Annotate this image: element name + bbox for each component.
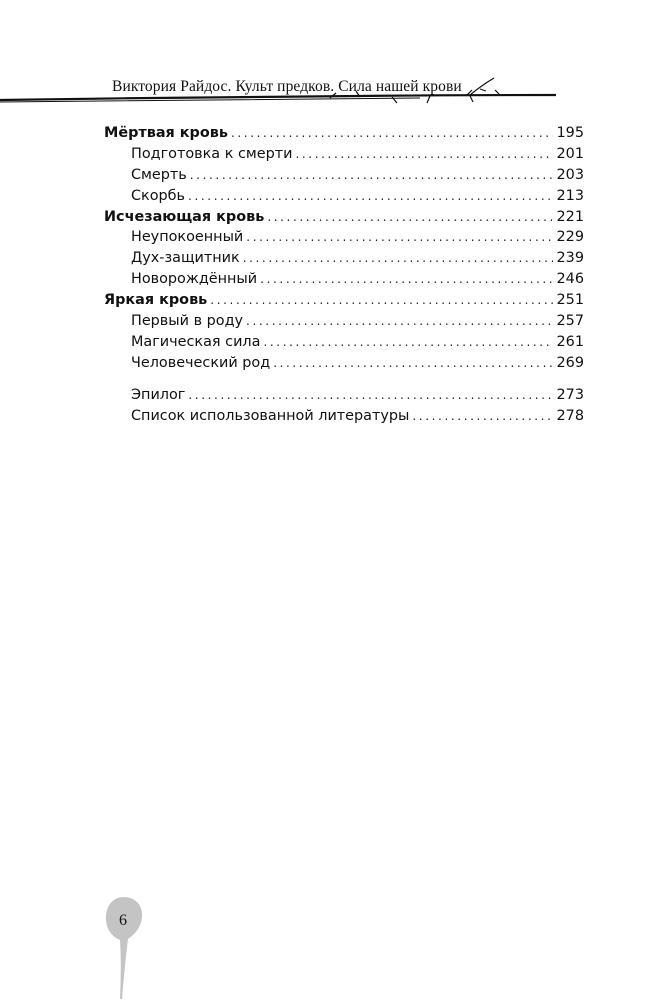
toc-entry-title: Человеческий род — [131, 354, 271, 371]
toc-entry[interactable] — [104, 165, 584, 186]
toc-leader-dots — [295, 144, 552, 165]
toc-entry-page: 273 — [556, 386, 584, 403]
running-title: Виктория Райдос. Культ предков. Сила нашей крови — [112, 78, 462, 95]
toc-leader-dots — [246, 311, 552, 332]
toc-entry-title: Магическая сила — [131, 333, 261, 350]
toc-entry[interactable] — [104, 332, 584, 353]
toc-entry-title: Подготовка к смерти — [131, 145, 293, 162]
toc-entry-title: Новорождённый — [131, 271, 258, 288]
header-decorative-rule — [0, 76, 659, 106]
toc-entry-page: 251 — [556, 292, 584, 309]
toc-leader-dots — [188, 186, 552, 207]
toc-entry[interactable] — [104, 248, 584, 269]
toc-entry[interactable] — [104, 311, 584, 332]
page-number: 6 — [119, 912, 127, 929]
toc-entry-page: 257 — [556, 313, 584, 330]
toc-entry-page: 195 — [556, 125, 584, 141]
toc-entry-title: Мёртвая кровь — [104, 125, 228, 141]
table-of-contents — [104, 123, 584, 426]
toc-entry-page: 213 — [556, 187, 584, 204]
toc-entry-page: 278 — [556, 407, 584, 424]
toc-entry[interactable] — [104, 269, 584, 290]
toc-entry-title: Список использованной литературы — [131, 407, 410, 424]
toc-leader-dots — [231, 123, 553, 144]
toc-entry-page: 246 — [556, 271, 584, 288]
toc-entry-page: 229 — [556, 229, 584, 246]
toc-leader-dots — [273, 353, 552, 374]
toc-entry[interactable] — [104, 353, 584, 374]
toc-entry-page: 203 — [556, 166, 584, 183]
toc-entry-title: Исчезающая кровь — [104, 208, 265, 225]
toc-entry-page: 261 — [556, 333, 584, 350]
toc-entry-title: Первый в роду — [131, 313, 244, 330]
toc-leader-dots — [188, 385, 552, 406]
toc-entry[interactable] — [104, 406, 584, 427]
toc-leader-dots — [246, 227, 552, 248]
toc-entry-page: 239 — [556, 250, 584, 267]
toc-entry-title: Эпилог — [131, 386, 186, 403]
toc-leader-dots — [210, 290, 552, 311]
toc-leader-dots — [263, 332, 552, 353]
toc-entry[interactable] — [104, 186, 584, 207]
toc-entry[interactable] — [104, 227, 584, 248]
toc-entry-title: Неупокоенный — [131, 229, 244, 246]
toc-entry-title: Смерть — [131, 166, 187, 183]
toc-leader-dots — [267, 207, 552, 228]
toc-entry-title: Дух-защитник — [131, 250, 240, 267]
toc-leader-dots — [243, 248, 553, 269]
toc-entry-title: Яркая кровь — [104, 292, 208, 309]
toc-entry-page: 221 — [556, 208, 584, 225]
toc-entry[interactable] — [104, 385, 584, 406]
toc-entry[interactable] — [104, 123, 584, 144]
page-number-ink-blot — [104, 895, 144, 1000]
toc-entry-page: 269 — [556, 354, 584, 371]
toc-entry-title: Скорбь — [131, 187, 186, 204]
toc-entry[interactable] — [104, 290, 584, 311]
toc-entry[interactable] — [104, 144, 584, 165]
toc-leader-dots — [412, 406, 552, 427]
toc-entry[interactable] — [104, 207, 584, 228]
toc-leader-dots — [260, 269, 552, 290]
toc-entry-page: 201 — [556, 145, 584, 162]
toc-leader-dots — [190, 165, 553, 186]
